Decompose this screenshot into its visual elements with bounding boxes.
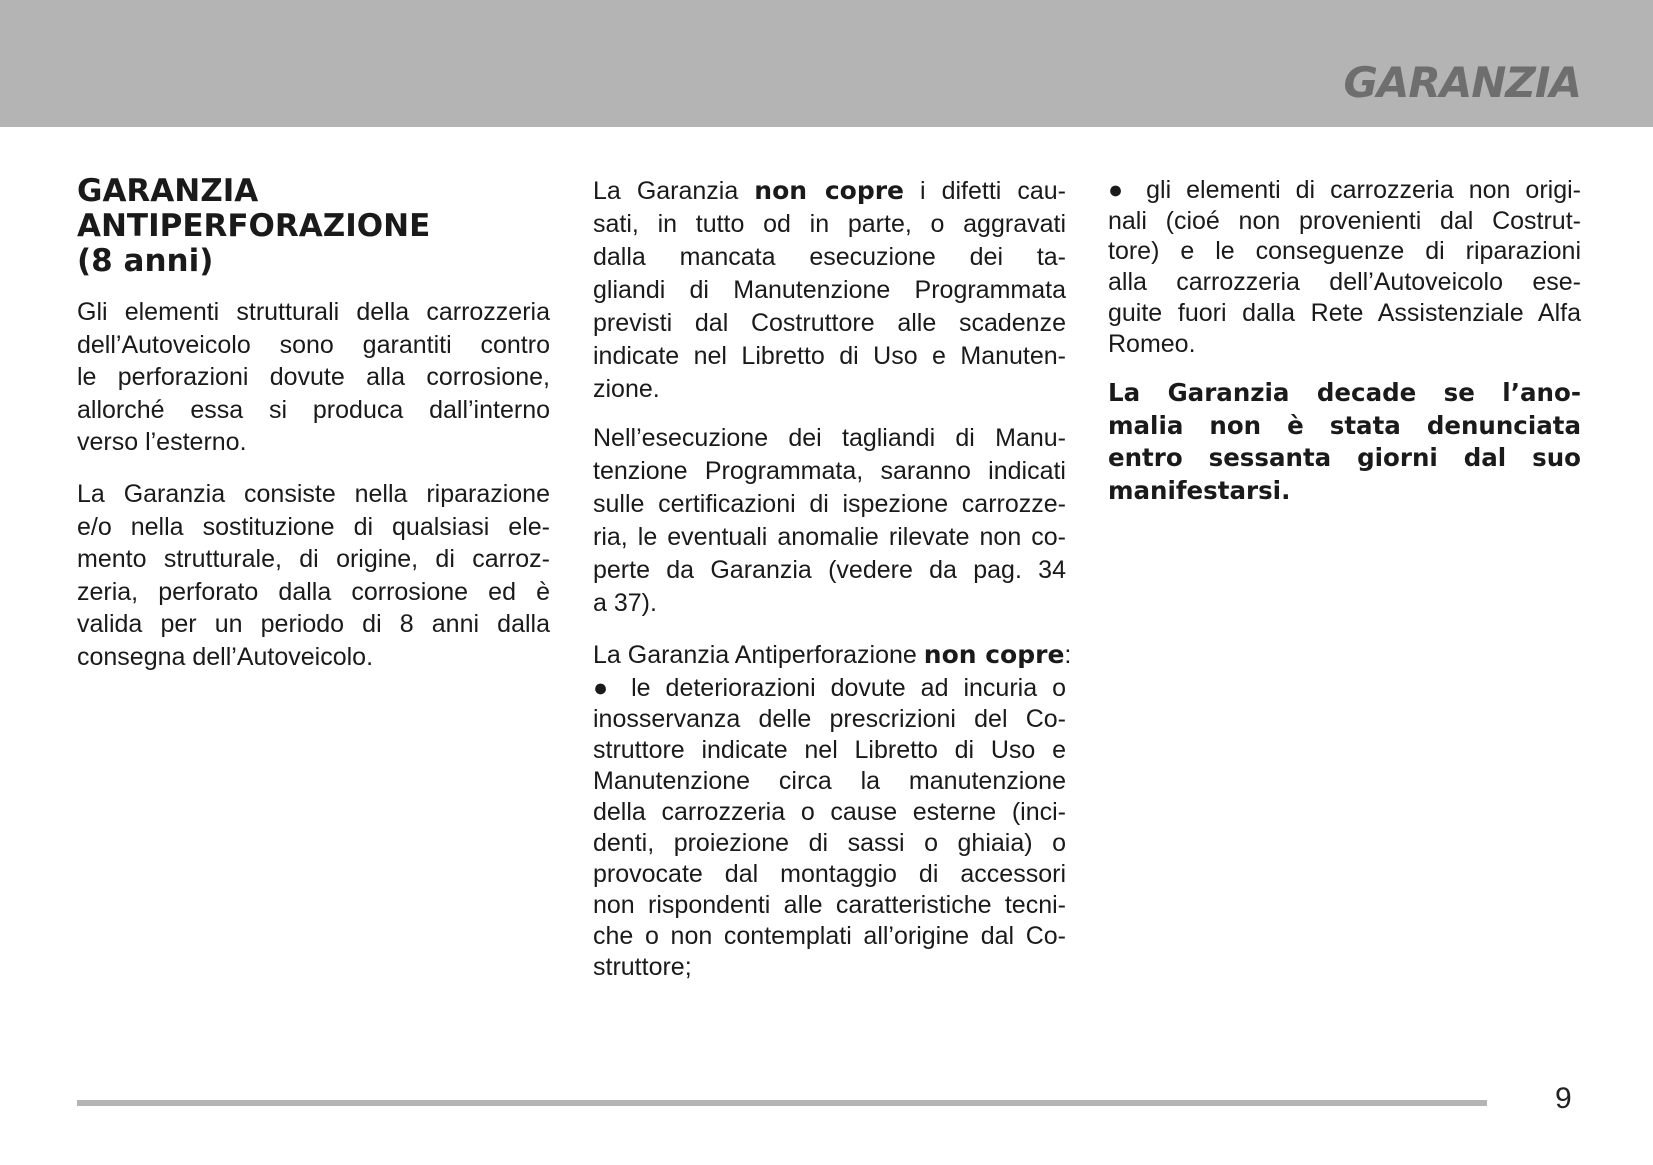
text-segment: La Garanzia Antiperforazione (593, 641, 924, 669)
text-line: le perforazioni dovute alla corrosione, (77, 363, 550, 391)
text-line: a 37). (593, 589, 657, 617)
text-line: non rispondenti alle caratteristiche tecni- (593, 891, 1066, 919)
page-number: 9 (1555, 1082, 1572, 1115)
text-line: (8 anni) (77, 243, 214, 279)
text-line: struttore indicate nel Libretto di Uso e (593, 736, 1066, 764)
text-line: gliandi di Manutenzione Programmata (593, 276, 1066, 304)
text-line: valida per un periodo di 8 anni dalla (77, 610, 550, 638)
text-line: e/o nella sostituzione di qualsiasi ele- (77, 512, 550, 541)
paragraph-intro (77, 296, 550, 459)
text-line: tenzione Programmata, saranno indicati (593, 457, 1066, 485)
text-line: guite fuori dalla Rete Assistenziale Alfa (1108, 298, 1581, 327)
text-line: nali (cioé non provenienti dal Costrut- (1108, 206, 1581, 235)
text-line: sati, in tutto od in parte, o aggravati (593, 210, 1066, 238)
text-line: consegna dell’Autoveicolo. (77, 642, 374, 671)
text-line: che o non contemplati all’origine dal Co- (593, 922, 1066, 950)
text-segment: i difetti cau- (904, 177, 1067, 205)
text-line: sulle certificazioni di ispezione carrozze- (593, 490, 1066, 518)
text-line: GARANZIA (77, 173, 259, 209)
text-line: dell’Autoveicolo sono garantiti contro (77, 330, 550, 359)
section-title: GARANZIA (1343, 58, 1581, 107)
text-segment: : (1064, 641, 1072, 669)
text-line: provocate dal montaggio di accessori (593, 860, 1066, 888)
footer-rule (77, 1100, 1487, 1106)
text-line: allorché essa si produca dall’interno (77, 395, 550, 424)
text-line: ● le deteriorazioni dovute ad incuria o (593, 674, 1066, 702)
text-line: previsti dal Costruttore alle scadenze (593, 309, 1066, 337)
text-line: Gli elementi strutturali della carrozzeria (77, 298, 550, 326)
text-line: della carrozzeria o cause esterne (inci- (593, 798, 1066, 826)
text-line: malia non è stata denunciata (1108, 410, 1581, 440)
text-line: ● gli elementi di carrozzeria non origi- (1108, 176, 1581, 204)
text-segment: La Garanzia (593, 177, 755, 205)
text-line: alla carrozzeria dell’Autoveicolo ese- (1108, 268, 1581, 297)
bullet-item-non-original (1108, 175, 1581, 359)
paragraph-inspections (593, 422, 1066, 620)
paragraph-not-covered (593, 639, 1072, 671)
text-line: verso l’esterno. (77, 428, 247, 456)
text-line: dalla mancata esecuzione dei ta- (593, 243, 1066, 271)
bullet-item-neglect (593, 673, 1066, 983)
section-header-band (0, 0, 1653, 127)
text-line: Romeo. (1108, 329, 1196, 358)
text-line: struttore; (593, 953, 692, 981)
bold-text: non copre (754, 176, 905, 205)
text-line: Manutenzione circa la manutenzione (593, 767, 1066, 795)
paragraph-coverage (77, 478, 550, 673)
text-segment: . (1281, 476, 1291, 506)
text-line: zeria, perforato dalla corrosione ed è (77, 577, 550, 606)
text-line: La Garanzia consiste nella riparazione (77, 480, 550, 508)
text-line: tore) e le conseguenze di riparazioni (1108, 237, 1581, 266)
warning-paragraph (1108, 377, 1581, 508)
text-line: mento strutturale, di origine, di carroz- (77, 545, 550, 573)
text-line: inosservanza delle prescrizioni del Co- (593, 705, 1066, 733)
text-line: zione. (593, 375, 660, 403)
text-line (593, 174, 1066, 208)
text-line: perte da Garanzia (vedere da pag. 34 (593, 556, 1066, 584)
text-line: Nell’esecuzione dei tagliandi di Manu- (593, 424, 1066, 452)
paragraph-exclusions (593, 174, 1066, 406)
text-line: indicate nel Libretto di Uso e Manuten- (593, 342, 1066, 370)
section-heading (77, 174, 550, 279)
text-line (1108, 475, 1581, 508)
text-line (593, 639, 1072, 671)
text-line: La Garanzia decade se l’ano- (1108, 378, 1581, 407)
text-line: entro sessanta giorni dal suo (1108, 443, 1581, 473)
text-line: ANTIPERFORAZIONE (77, 208, 431, 244)
bold-text: manifestarsi (1108, 476, 1282, 506)
text-line: denti, proiezione di sassi o ghiaia) o (593, 829, 1066, 857)
text-line: ria, le eventuali anomalie rilevate non co- (593, 523, 1066, 551)
bold-text: non copre (923, 640, 1065, 669)
